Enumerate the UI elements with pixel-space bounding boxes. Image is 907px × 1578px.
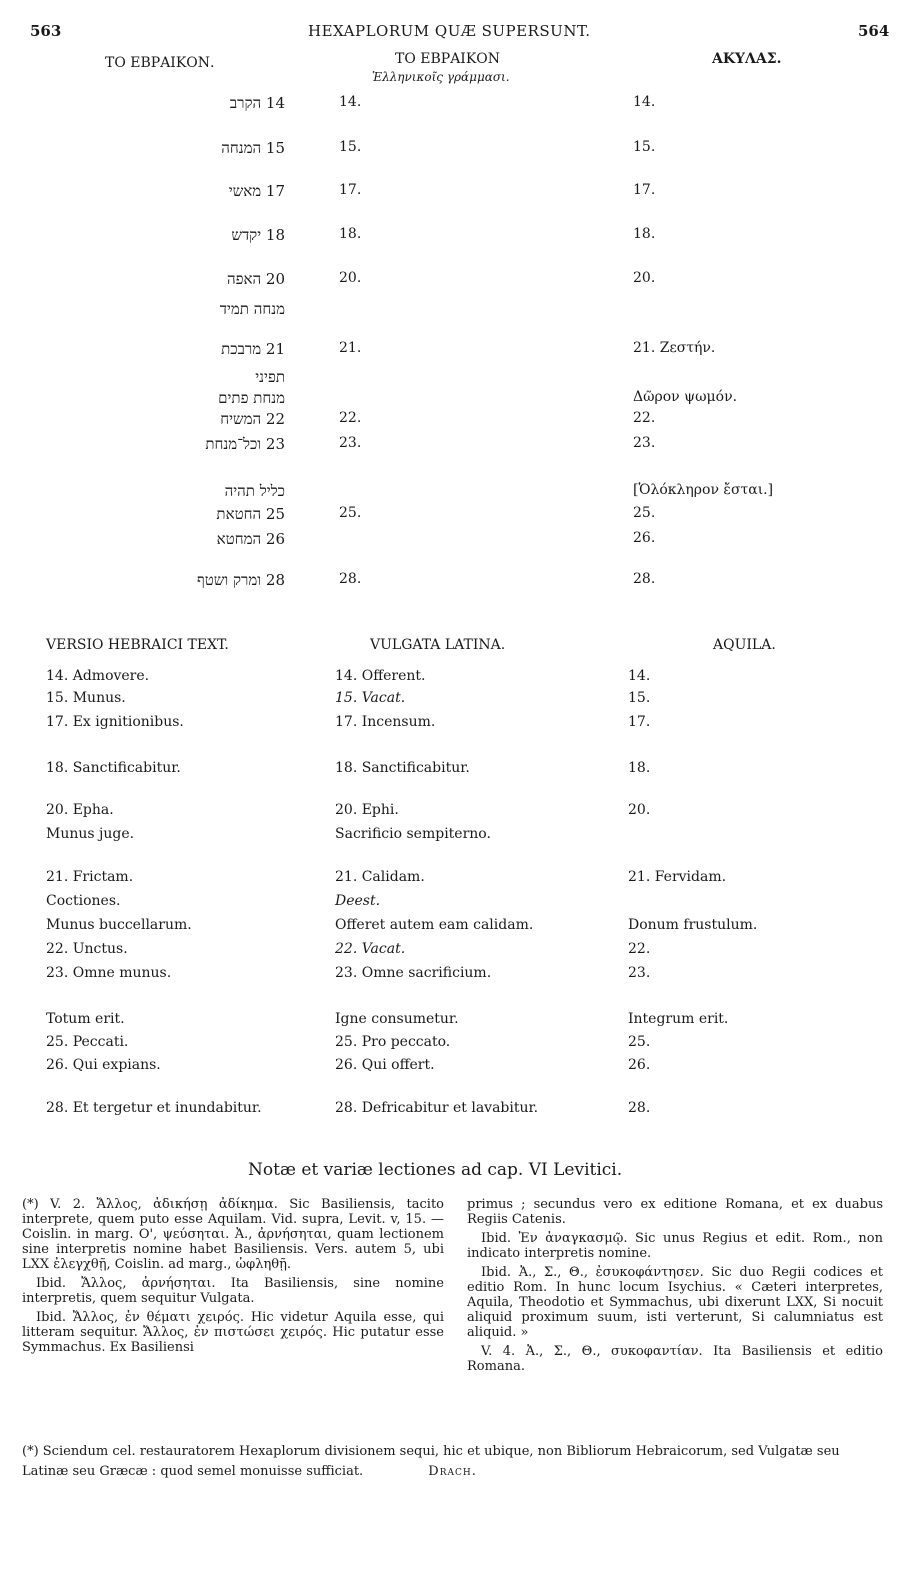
- note-paragraph: Ibid. Ἄλλος, ἀρνήσηται. Ita Basiliensis, sine nomine interpretis, quem sequitur Vulgata.: [22, 1276, 444, 1306]
- aquila-greek-entry: 15.: [633, 139, 656, 155]
- vulgata-entry: 14. Offerent.: [335, 668, 426, 684]
- transliteration-entry: 18.: [339, 226, 362, 242]
- page-number-right: 564: [858, 22, 890, 40]
- hebrew-word: 18 יקדש: [231, 226, 285, 244]
- hebrew-word: מנחה תמיד: [219, 300, 285, 318]
- aquila-greek-entry: 21. Ζεστήν.: [633, 340, 716, 356]
- aquila-greek-column-header: ΑΚΥΛΑΣ.: [712, 51, 782, 67]
- hebrew-word: כליל תהיה: [224, 482, 285, 500]
- aquila-greek-entry: Δῶρον ψωμόν.: [633, 389, 738, 405]
- aquila-greek-entry: 14.: [633, 94, 656, 110]
- aquila-latin-entry: Donum frustulum.: [628, 917, 758, 933]
- aquila-greek-entry: 18.: [633, 226, 656, 242]
- notes-right-column: [467, 1197, 883, 1374]
- vulgata-entry: Sacrificio sempiterno.: [335, 826, 491, 842]
- hebrew-word: 23 וכל־מנחת: [205, 435, 285, 453]
- aquila-greek-entry: 23.: [633, 435, 656, 451]
- versio-entry: Totum erit.: [46, 1011, 125, 1027]
- versio-entry: 20. Epha.: [46, 802, 114, 818]
- hebrew-word: 20 האפה: [227, 270, 285, 288]
- hebrew-word: 21 מרבכת: [221, 340, 285, 358]
- transliteration-entry: 22.: [339, 410, 362, 426]
- aquila-latin-entry: 26.: [628, 1057, 651, 1073]
- transliteration-entry: 25.: [339, 505, 362, 521]
- vulgata-entry: 26. Qui offert.: [335, 1057, 435, 1073]
- versio-entry: Munus buccellarum.: [46, 917, 192, 933]
- note-paragraph: Ibid. Ἐν ἀναγκασμῷ. Sic unus Regius et edit. Rom., non indicato interpretis nomine.: [467, 1231, 883, 1261]
- page-number-left: 563: [30, 22, 62, 40]
- aquila-greek-entry: 20.: [633, 270, 656, 286]
- hebrew-word: תפיני: [255, 368, 285, 386]
- vulgata-entry: 22. Vacat.: [335, 941, 406, 957]
- aquila-latin-entry: 17.: [628, 714, 651, 730]
- footnote-signature: Drach.: [428, 1464, 477, 1479]
- footnote-text: (*) Sciendum cel. restauratorem Hexaplorum divisionem sequi, hic et ubique, non Bibliorum Hebraicorum, sed Vulgatæ seu Latinæ seu Græcæ : quod semel monuisse sufficiat.: [22, 1444, 840, 1479]
- vulgata-entry: Deest.: [335, 893, 381, 909]
- aquila-latin-entry: 20.: [628, 802, 651, 818]
- hebrew-word: 17 מאשי: [228, 182, 285, 200]
- note-paragraph: Ibid. Ἄλλος, ἐν θέματι χειρός. Hic videtur Aquila esse, qui litteram sequitur. Ἄλλος, ἐν πιστώσει χειρός. Hic putatur esse Symmachus. Ex Basiliensi: [22, 1310, 444, 1355]
- running-title: HEXAPLORUM QUÆ SUPERSUNT.: [308, 22, 591, 40]
- transliteration-entry: 17.: [339, 182, 362, 198]
- vulgata-entry: 25. Pro peccato.: [335, 1034, 451, 1050]
- aquila-latin-entry: 28.: [628, 1100, 651, 1116]
- versio-entry: 23. Omne munus.: [46, 965, 172, 981]
- versio-entry: 15. Munus.: [46, 690, 126, 706]
- aquila-latin-entry: 23.: [628, 965, 651, 981]
- aquila-greek-entry: 28.: [633, 571, 656, 587]
- aquila-latin-entry: 25.: [628, 1034, 651, 1050]
- note-paragraph: V. 4. Ἀ., Σ., Θ., συκοφαντίαν. Ita Basiliensis et editio Romana.: [467, 1344, 883, 1374]
- note-paragraph: Ibid. Ἀ., Σ., Θ., ἐσυκοφάντησεν. Sic duo Regii codices et editio Rom. In hunc locum Isychius. « Cæteri interpretes, Aquila, Theodotio et Symmachus, ubi dixerunt LXX, Si nocuit aliquid proximum suum, isti verterunt, Si calumniatus est aliquid. »: [467, 1265, 883, 1340]
- transliteration-entry: 23.: [339, 435, 362, 451]
- versio-entry: Munus juge.: [46, 826, 135, 842]
- aquila-greek-entry: 25.: [633, 505, 656, 521]
- hebrew-word: 15 המנחה: [221, 139, 285, 157]
- vulgata-column-header: VULGATA LATINA.: [370, 637, 506, 653]
- versio-entry: 22. Unctus.: [46, 941, 128, 957]
- versio-entry: 14. Admovere.: [46, 668, 150, 684]
- hebrew-word: 25 החטאת: [216, 505, 285, 523]
- versio-entry: Coctiones.: [46, 893, 121, 909]
- vulgata-entry: 20. Ephi.: [335, 802, 399, 818]
- transliteration-entry: 14.: [339, 94, 362, 110]
- versio-entry: 17. Ex ignitionibus.: [46, 714, 184, 730]
- aquila-latin-entry: 21. Fervidam.: [628, 869, 727, 885]
- transliteration-column-subheader: Ἑλληνικοῖς γράμμασι.: [372, 70, 510, 84]
- versio-column-header: VERSIO HEBRAICI TEXT.: [46, 637, 229, 653]
- versio-entry: 25. Peccati.: [46, 1034, 129, 1050]
- versio-entry: 21. Frictam.: [46, 869, 134, 885]
- transliteration-column-header: ΤΟ ΕΒΡΑΙΚΟΝ: [395, 51, 501, 67]
- vulgata-entry: 17. Incensum.: [335, 714, 436, 730]
- footnote: [22, 1440, 884, 1480]
- vulgata-entry: 18. Sanctificabitur.: [335, 760, 470, 776]
- aquila-latin-entry: 18.: [628, 760, 651, 776]
- aquila-latin-column-header: AQUILA.: [713, 637, 776, 653]
- transliteration-entry: 15.: [339, 139, 362, 155]
- hebrew-word: מנחת פתים: [218, 389, 285, 407]
- aquila-greek-entry: [Ὁλόκληρον ἔσται.]: [633, 482, 774, 498]
- note-paragraph: primus ; secundus vero ex editione Romana, et ex duabus Regiis Catenis.: [467, 1197, 883, 1227]
- versio-entry: 18. Sanctificabitur.: [46, 760, 181, 776]
- hebrew-word: 22 המשיח: [220, 410, 285, 428]
- aquila-latin-entry: Integrum erit.: [628, 1011, 729, 1027]
- transliteration-entry: 28.: [339, 571, 362, 587]
- aquila-latin-entry: 14.: [628, 668, 651, 684]
- note-paragraph: (*) V. 2. Ἄλλος, ἀδικήσῃ ἀδίκημα. Sic Basiliensis, tacito interprete, quem puto esse Aquilam. Vid. supra, Levit. v, 15. — Coislin. in marg. Ο', ψεύσηται. Ἀ., ἀρνήσηται, quam lectionem sine interpretis nomine habet Basiliensis. Vers. autem 5, ubi LXX ἐλεγχθῇ, Coislin. ad marg., ὠφληθῇ.: [22, 1197, 444, 1272]
- hebrew-column-header: ΤΟ ΕΒΡΑΙΚΟΝ.: [105, 55, 215, 71]
- versio-entry: 28. Et tergetur et inundabitur.: [46, 1100, 262, 1116]
- aquila-greek-entry: 26.: [633, 530, 656, 546]
- vulgata-entry: 15. Vacat.: [335, 690, 406, 706]
- aquila-greek-entry: 17.: [633, 182, 656, 198]
- vulgata-entry: Igne consumetur.: [335, 1011, 459, 1027]
- versio-entry: 26. Qui expians.: [46, 1057, 161, 1073]
- aquila-greek-entry: 22.: [633, 410, 656, 426]
- vulgata-entry: 23. Omne sacrificium.: [335, 965, 492, 981]
- hebrew-word: 28 ומרק ושטף: [196, 571, 285, 589]
- notes-title: Notæ et variæ lectiones ad cap. VI Levitici.: [248, 1160, 623, 1180]
- vulgata-entry: 28. Defricabitur et lavabitur.: [335, 1100, 539, 1116]
- hebrew-word: 26 המחטא: [216, 530, 285, 548]
- vulgata-entry: Offeret autem eam calidam.: [335, 917, 534, 933]
- hebrew-word: 14 הקרב: [229, 94, 285, 112]
- notes-left-column: [22, 1197, 444, 1355]
- transliteration-entry: 21.: [339, 340, 362, 356]
- aquila-latin-entry: 15.: [628, 690, 651, 706]
- aquila-latin-entry: 22.: [628, 941, 651, 957]
- vulgata-entry: 21. Calidam.: [335, 869, 425, 885]
- transliteration-entry: 20.: [339, 270, 362, 286]
